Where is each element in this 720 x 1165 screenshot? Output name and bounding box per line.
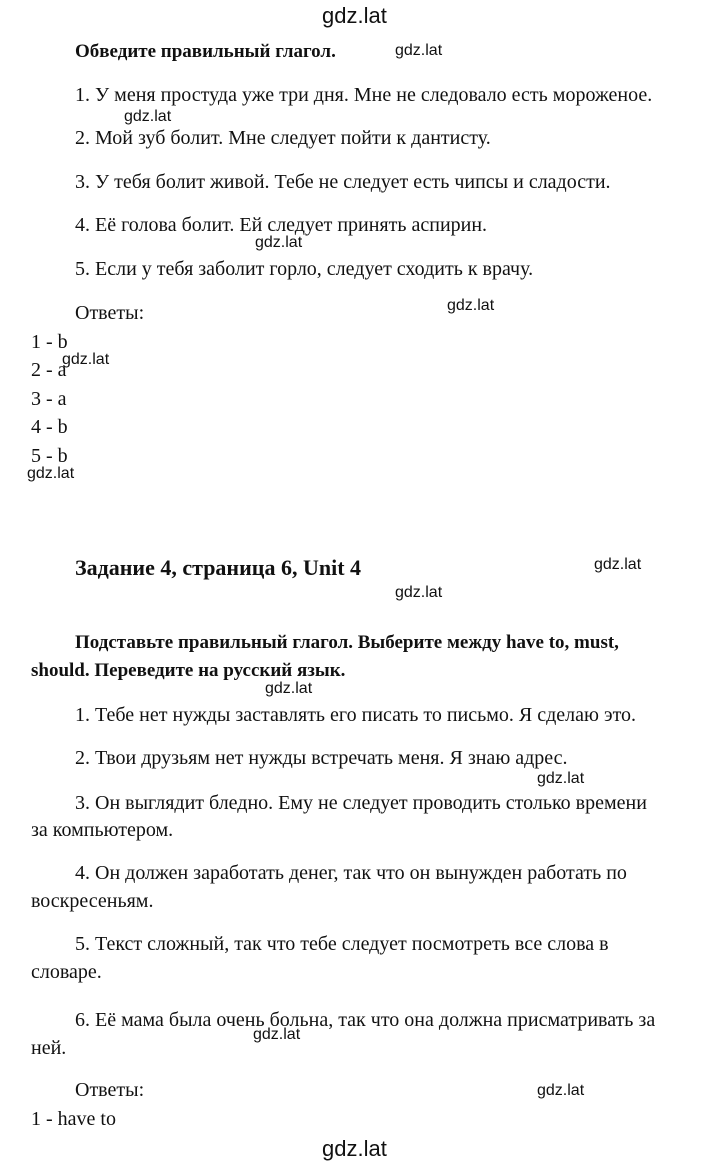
answer-item: 5 - b [31, 445, 68, 467]
answer-item: 1 - b [31, 331, 68, 353]
exercise-item: 1. Тебе нет нужды заставлять его писать то письмо. Я сделаю это. [75, 704, 637, 726]
instruction-line: should. Переведите на русский язык. [31, 660, 346, 681]
section-heading: Задание 4, страница 6, Unit 4 [75, 555, 362, 580]
exercise-item: 2. Твои друзьям нет нужды встречать меня. Я знаю адрес. [75, 747, 568, 769]
watermark: gdz.lat [594, 556, 642, 573]
instruction-heading: Обведите правильный глагол. [75, 41, 336, 62]
answer-item: 4 - b [31, 416, 68, 438]
answer-item: 1 - have to [31, 1108, 116, 1130]
watermark: gdz.lat [124, 108, 172, 125]
exercise-item: 1. У меня простуда уже три дня. Мне не следовало есть мороженое. [75, 84, 653, 106]
exercise-item-continuation: воскресеньям. [31, 890, 154, 912]
exercise-item: 3. У тебя болит живой. Тебе не следует есть чипсы и сладости. [75, 171, 611, 193]
watermark: gdz.lat [537, 770, 585, 787]
answers-label: Ответы: [75, 1079, 145, 1101]
watermark: gdz.lat [265, 680, 313, 697]
instruction-line: Подставьте правильный глагол. Выберите между have to, must, [75, 632, 619, 653]
exercise-item-continuation: ней. [31, 1037, 67, 1059]
watermark: gdz.lat [322, 1136, 387, 1161]
watermark: gdz.lat [395, 584, 443, 601]
exercise-item: 3. Он выглядит бледно. Ему не следует проводить столько времени [75, 792, 647, 814]
watermark: gdz.lat [395, 42, 443, 59]
watermark: gdz.lat [62, 351, 110, 368]
exercise-item: 4. Её голова болит. Ей следует принять аспирин. [75, 214, 488, 236]
watermark: gdz.lat [537, 1082, 585, 1099]
answers-label: Ответы: [75, 302, 145, 324]
exercise-item: 2. Мой зуб болит. Мне следует пойти к дантисту. [75, 127, 491, 149]
exercise-item: 5. Текст сложный, так что тебе следует посмотреть все слова в [75, 933, 609, 955]
watermark: gdz.lat [322, 3, 387, 28]
watermark: gdz.lat [447, 297, 495, 314]
answer-item: 2 - a [31, 359, 67, 381]
exercise-item: 5. Если у тебя заболит горло, следует сходить к врачу. [75, 258, 534, 280]
answer-item: 3 - a [31, 388, 67, 410]
watermark: gdz.lat [27, 465, 75, 482]
exercise-item: 4. Он должен заработать денег, так что он вынужден работать по [75, 862, 627, 884]
watermark: gdz.lat [255, 234, 303, 251]
watermark: gdz.lat [253, 1026, 301, 1043]
exercise-item: 6. Её мама была очень больна, так что она должна присматривать за [75, 1009, 656, 1031]
exercise-item-continuation: за компьютером. [31, 819, 174, 841]
exercise-item-continuation: словаре. [31, 961, 102, 983]
